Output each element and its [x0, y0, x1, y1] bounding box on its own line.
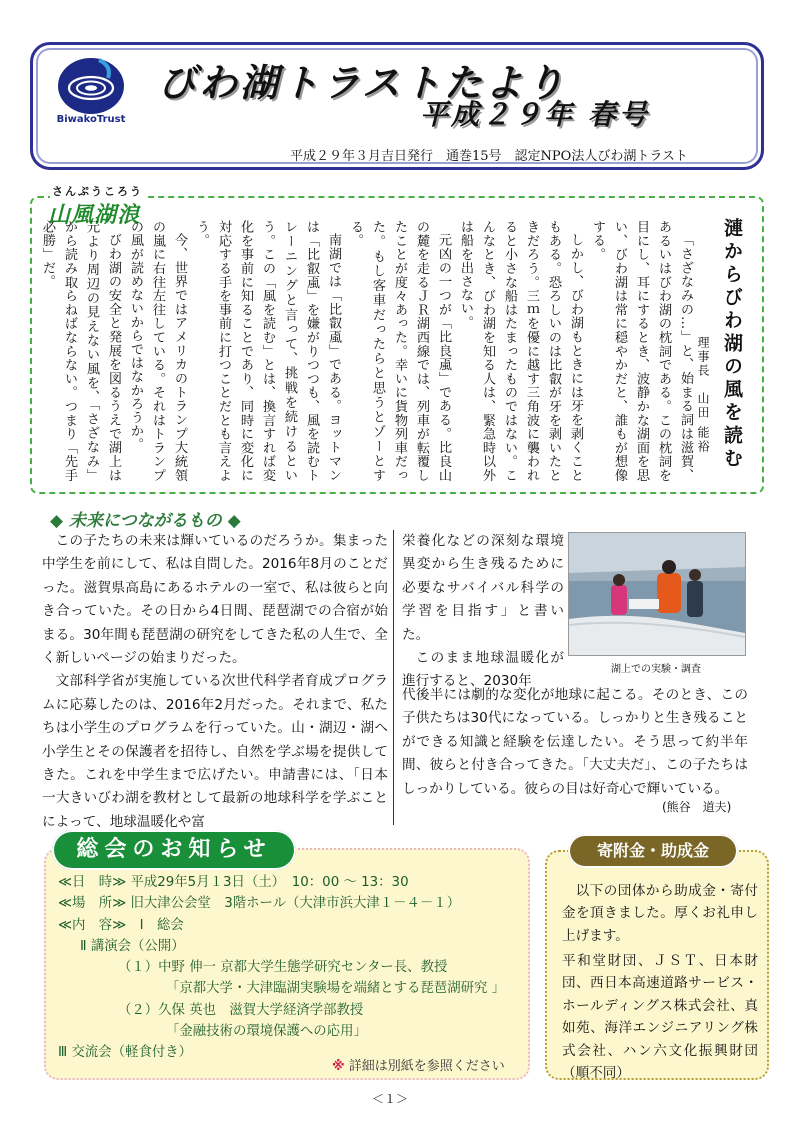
- donation-intro: [562, 880, 758, 947]
- column-name: 山風湖浪: [44, 198, 144, 229]
- note-text: 詳細は別紙を参照ください: [348, 1059, 505, 1074]
- donation-intro-text: 以下の団体から助成金・寄付金を頂きました。厚くお礼申し上げます。: [562, 883, 758, 944]
- note-mark: ※: [332, 1059, 345, 1074]
- meeting-date: ≪日 時≫ 平成29年5月１3日（土） 10：00 ～ 13：30: [58, 875, 409, 890]
- future-article-left: [42, 530, 388, 834]
- article-paragraph: 文部科学省が実施している次世代科学者育成プログラムに応募したのは、2016年2月だった。それまで、私たちは小学生のプログラムを行っていた。山・湖辺・湖へ小学生とその保護者を招待し、自然を学ぶ場を提供してきた。これを中学生まで広げたい。申請書には、「日本一大きいびわ湖を教材として最新の地球科学を学ぶことによって、地球温暖化や富: [42, 673, 388, 830]
- column-paragraph: 南湖では「比叡颪」である。ヨットマンは「比叡颪」を嫌がりつつも、風を読むトレーニングと言って、挑戦を続けるという。この「風を読む」とは、換言すれば変化を事前に知ることであり、同時に変化に対応する手を事前に打つことだとも言えよう。: [194, 220, 341, 482]
- meeting-speaker-1: （１）中野 伸一 京都大学生態学研究センター長、教授: [118, 960, 448, 976]
- article-paragraph: 栄養化などの深刻な環境異変から生き残るために必要なサバイバル科学の学習を目指す」と書いた。: [402, 533, 564, 643]
- future-article-right-top: [402, 530, 564, 694]
- column-divider: [393, 530, 394, 825]
- article-paragraph: このまま地球温暖化が進行すると、2030年: [402, 650, 564, 690]
- publication-info: 平成２９年３月吉日発行 通巻15号 認定NPO法人びわ湖トラスト: [290, 149, 688, 164]
- column-paragraph: 元凶の一つが「比良颪」である。比良山の麓を走るＪＲ湖西線では、列車が転覆したことが度々あった。幸いに貨物列車だった。もし客車だったらと思うとゾーとする。: [348, 220, 451, 482]
- column-name-ruby: さんぷうころう: [52, 185, 143, 198]
- column-body: [40, 220, 696, 482]
- newsletter-title: びわ湖トラストたより: [158, 61, 567, 105]
- donation-title: 寄附金・助成金: [568, 834, 738, 868]
- meeting-details: [58, 872, 528, 1064]
- meeting-topic-2: 「金融技術の環境保護への応用」: [166, 1024, 367, 1040]
- meeting-note: [332, 1055, 505, 1074]
- column-paragraph: 「さざなみの…」と、始まる詞は滋賀、あるいはびわ湖の枕詞である。この枕詞を目にし、耳にするとき、波静かな湖面を思い、びわ湖は常に穏やかだと、誰もが想像する。: [590, 220, 693, 482]
- page-number: ＜１＞: [372, 1092, 409, 1106]
- issue-label: 平成２９年 春号: [420, 98, 650, 131]
- meeting-place: ≪場 所≫ 旧大津公会堂 3階ホール（大津市浜大津１－４－１）: [58, 896, 461, 912]
- photo-caption: 湖上での実験・調査: [611, 664, 701, 675]
- biwako-trust-logo: [50, 52, 132, 122]
- column-author: 理事長 山田 能裕: [696, 336, 710, 454]
- column-paragraph: しかし、びわ湖もときには牙を剥くこともある。恐ろしいのは比叡が牙を剥いたときだろう。三ｍを優に越す三角波に襲われると小さな船はたまったものではない。こんなとき、びわ湖を知る人は、緊急時以外は船を出さない。: [458, 220, 583, 482]
- meeting-lecture: Ⅱ 講演会（公開）: [80, 938, 185, 954]
- meeting-topic-1: 「京都大学・大津臨湖実験場を端緒とする琵琶湖研究 」: [166, 981, 506, 997]
- future-article-right-bottom: [402, 684, 748, 801]
- meeting-title: 総会のお知らせ: [52, 830, 296, 870]
- meeting-reception: Ⅲ 交流会（軽食付き）: [58, 1045, 193, 1061]
- future-heading: ◆ 未来につながるもの ◆: [50, 511, 241, 531]
- column-title: 漣からびわ湖の風を読む: [721, 218, 743, 471]
- column-paragraph: 今、世界ではアメリカのトランプ大統領の嵐に右往左往している。それはトランプの風が読めないからではなかろうか。: [128, 220, 187, 482]
- logo-text: BiwakoTrust: [56, 114, 126, 125]
- donor-list: 平和堂財団、ＪＳＴ、日本財団、西日本高速道路サービス・ホールディングス株式会社、真如苑、海洋エンジニアリング株式会社、ハン六文化振興財団（順不同）: [562, 953, 758, 1082]
- article-paragraph: 代後半には劇的な変化が地球に起こる。そのとき、この子供たちは30代になっている。しっかりと生き残ることができる知識と経験を伝達したい。そう思って約半年間、彼らと付き合ってきた。「大丈夫だ」、この子たちはしっかりしている。彼らの目は好奇心で輝いている。: [402, 687, 748, 797]
- column-paragraph: びわ湖の安全と発展を図るうえで湖上は元より周辺の見えない風を、「さざなみ」から読み取らねばならない。つまり「先手必勝」だ。: [40, 220, 121, 482]
- meeting-content: ≪内 容≫ Ⅰ 総会: [58, 917, 184, 933]
- article-signature: (熊谷 道夫): [662, 800, 732, 814]
- meeting-speaker-2: （２）久保 英也 滋賀大学経済学部教授: [118, 1002, 364, 1018]
- lake-experiment-photo: [568, 532, 746, 656]
- article-paragraph: この子たちの未来は輝いているのだろうか。集まった中学生を前にして、私は自問した。2016年8月のことだった。滋賀県高島にあるホテルの一室で、私は彼らと向き合っていた。その日から4日間、琵琶湖での合宿が始まる。30年間も琵琶湖の研究をしてきた私の人生で、全く新しいページの始まりだった。: [42, 533, 388, 667]
